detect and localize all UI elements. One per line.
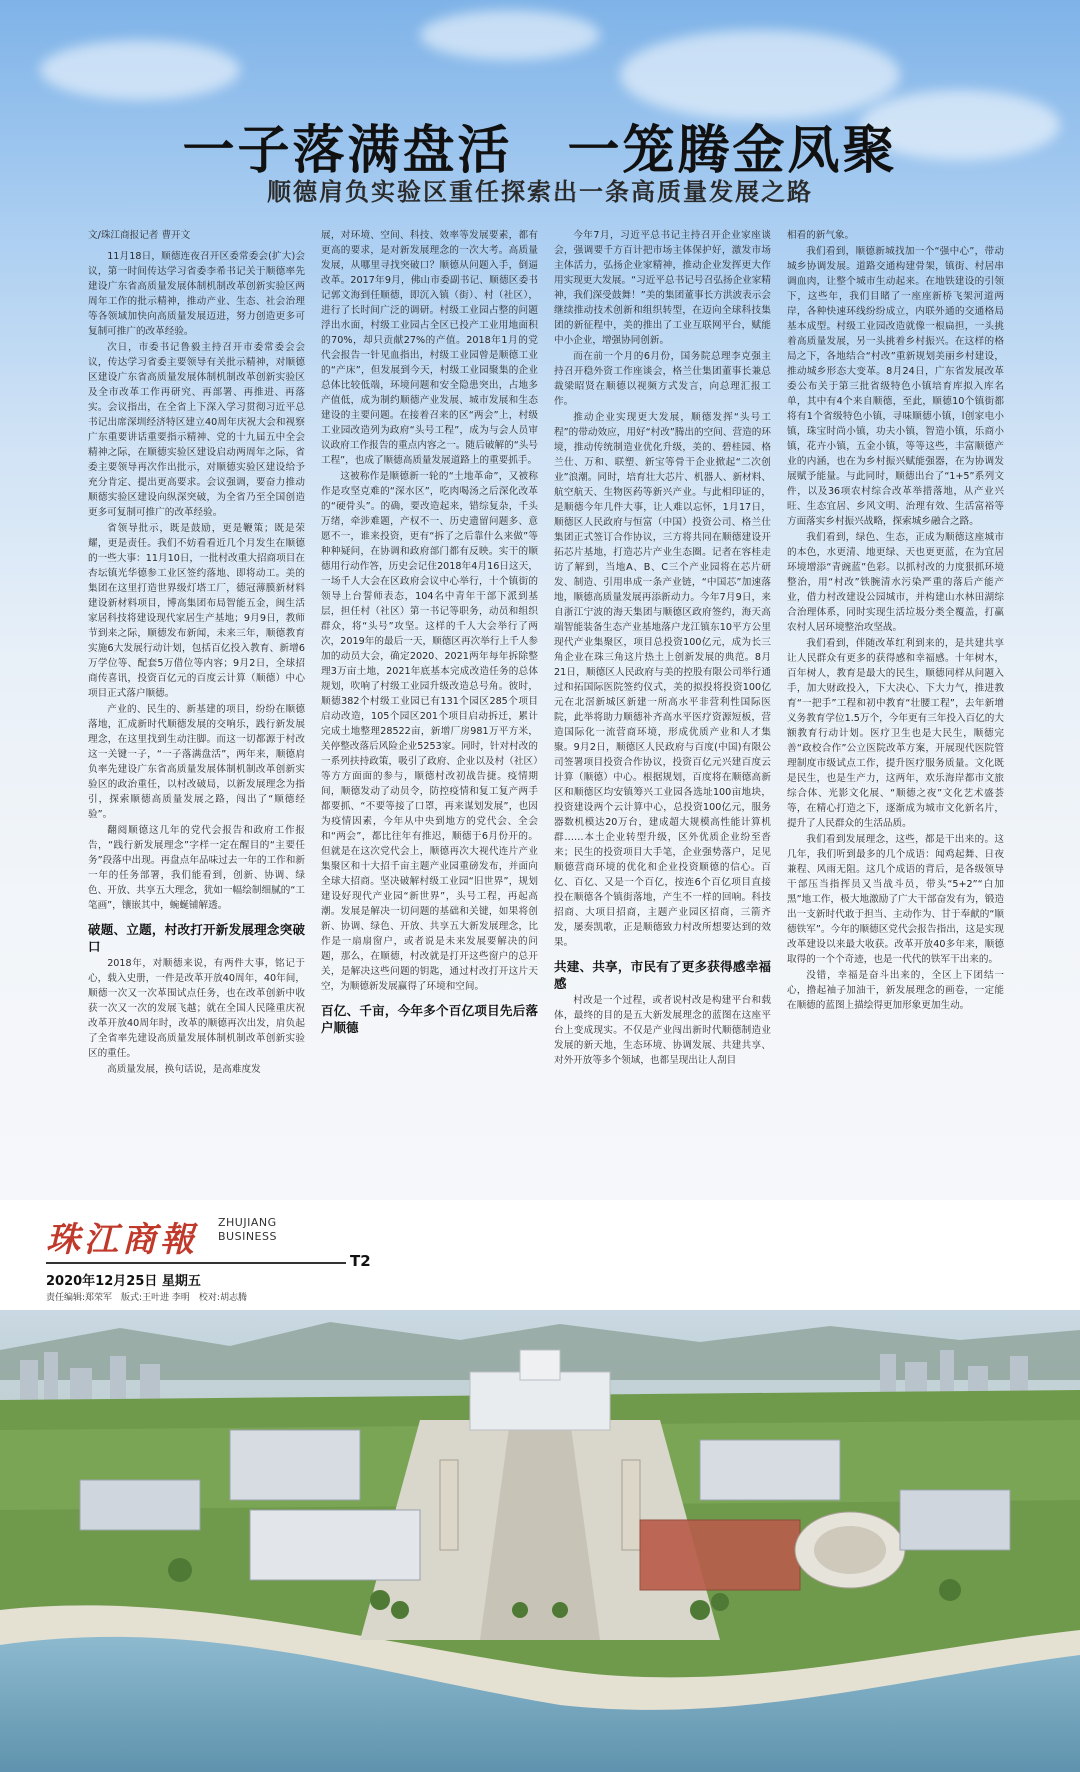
paragraph: 省领导批示，既是鼓励，更是鞭策；既是荣耀，更是责任。我们不妨看看近几个月发生在顺德的一些大事：11月10日，一批村改重大招商项目在杏坛镇光华德参工业区签约落地、即将动工。美的集团在这里打造世界级灯塔工厂，德冠薄膜新材料建设新材料项目，博高集团布局智能五金，闽生活家居科技将建设现代家居生产基地；9月9日，教师节到来之际，顺德发布新闻，未来三年，顺德教育实施6大发展行动计划，包括百亿投入教育、新增6万学位等、配套5万借位等内容；9月2日，全球招商传喜讯，投资百亿元的百度云计算（顺德）中心项目正式落户顺德。 [88, 523, 305, 699]
page-headline: 一子落满盘活 一笼腾金凤聚 [182, 120, 898, 181]
article-column-4 [787, 228, 1004, 1180]
paragraph: 次日，市委书记鲁毅主持召开市委常委会会议，传达学习省委主要领导有关批示精神，对顺德区建设广东省高质量发展体制机制改革创新实验区及全市改革工作再研究、再部署、再推进、再落实。会议指出，在全省上下深入学习贯彻习近平总书记出席深圳经济特区建立40周年庆祝大会和视察广东重要讲话重要指示精神、党的十九届五中全会精神之际，在顺德实验区建设启动两周年之际，省委主要领导再次作出批示，对顺德实验区建设给予充分肯定、提出更高要求。会议强调，要奋力推动顺德实验区建设向纵深突破，为全省乃至全国创造更多可复制可推广的改革经验。 [88, 342, 305, 518]
section-heading: 百亿、千亩，今年多个百亿项目先后落户顺德 [321, 1003, 538, 1035]
paragraph: 我们看到，伴随改革红利到来的，是共建共享让人民群众有更多的获得感和幸福感。十年树木，百年树人，教育是最大的民生，顺德同样从问题入手，加大财政投入，下大决心、下大力气，推进教育“一把手”工程和初中教育“壮腰工程”，去年新增义务教育学位1.5万个，今年更有三年投入百亿的大额教育行动计划。医疗卫生也是大民生，顺德完善“政校合作”公立医院改革方案，开展现代医院管理制度市级试点工作，提升医疗服务质量。文化既是民生，也是生产力，这两年，欢乐海岸都市文旅综合体、光影文化展、“顺德之夜”文化艺术盛荟等，在精心打造之下，逐渐成为城市文化新名片，提升了人民群众的生活品质。 [787, 638, 1004, 829]
logo-english-line: ZHUJIANG [218, 1216, 277, 1229]
paragraph: 今年7月，习近平总书记主持召开企业家座谈会，强调要千方百计把市场主体保护好，激发市场主体活力，弘扬企业家精神，推动企业发挥更大作用实现更大发展。“习近平总书记号召弘扬企业家精神，我们深受鼓舞！”美的集团董事长方洪波表示会继续推动技术创新和组织转型，在迈向全球科技集团的新征程中，美的推出了工业互联网平台，赋能中小企业，增强协同创新。 [554, 230, 771, 346]
paragraph: 这被称作是顺德新一轮的“土地革命”，又被称作是攻坚克难的“深水区”，吃肉喝汤之后深化改革的“硬骨头”。的确，要改造起来，错综复杂，千头万绪，牵涉难题，产权不一、历史遗留问题多、意愿不一，谁来投资，更有“拆了之后靠什么来做”等种种疑问，在协调和政府部门都有反映。实干的顺德用行动作答，历史会记住2018年4月16日这天，一场千人大会在区政府会议中心举行，十个镇街的领导上台誓师表态，104名中青年干部下派到基层，担任村（社区）第一书记等职务，动员和组织群众，将“头号”攻坚。这样的千人大会举行了两次，2019年的最后一天，顺德区再次举行上千人参加的动员大会，确定2020、2021两年每年拆除整理3万亩土地，2021年底基本完成改造任务的总体规划，吹响了村级工业园升级改造总号角。彼时，顺德382个村级工业园已有131个园区285个项目启动改造，105个园区201个项目启动拆迁，累计完成土地整理28522亩，新增厂房981万平方米，关停整改落后风险企业5253家。同时，针对村改的一系列扶持政策，吸引了政府、企业以及村（社区）等方方面面的参与，顺德村改初战告捷。疫情期间，顺德发动了动员令，防控疫情和复工复产两手都要抓、“不要等接了口罩，再来谋划发展”，也因为疫情因素，今年从中央到地方的党代会、全会和“两会”，都比往年有推迟，顺德于6月份开的。但就是在这次党代会上，顺德再次大视代连片产业集聚区和十大招千亩主题产业园重磅发布，并面向全球大招商。坚决破解村级工业园“旧世界”，规划建设好现代产业园“新世界”，头号工程，再起高潮。发展是解决一切问题的基础和关键，如果将创新、协调、绿色、开放、共享五大新发展理念，比作是一扇扇窗户，或者说是未来发展要解决的问题，那么，在顺德，村改就是打开这些窗户的总开关，是解决这些问题的钥匙，通过村改打开这片天空，为顺德新发展赢得了环境和空间。 [321, 471, 538, 992]
cloud [420, 10, 600, 60]
issue-date: 2020年12月25日 星期五 [46, 1274, 201, 1289]
paragraph: 11月18日，顺德连夜召开区委常委会(扩大)会议，第一时间传达学习省委李希书记关于顺德率先建设广东省高质量发展体制机制改革创新实验区两周年工作的批示精神，推动产业、生态、社会治理等各领域加快向高质量发展迈进，努力创造更多可复制可推广的改革经验。 [88, 251, 305, 337]
aerial-city-photo [0, 1310, 1080, 1772]
page-subheadline: 顺德肩负实验区重任探索出一条高质量发展之路 [267, 178, 813, 206]
paragraph: 我们看到，绿色、生态，正成为顺德这座城市的本色，水更清、地更绿、天也更更蓝，在为宜居环境增添“青豌蓝”色彩。以抓村改的力度狠抓环境整治，用“村改”铁腕清水污染严重的落后产能产业，借力村改建设公园城市，并构建山水林田湖综合治理体系，同时实现生活垃圾分类全覆盖，打赢农村人居环境整治攻坚战。 [787, 532, 1004, 633]
logo-english-line: BUSINESS [218, 1230, 277, 1243]
masthead-rule [46, 1262, 346, 1264]
newspaper-logo: 珠江商報 [46, 1220, 198, 1260]
paragraph: 推动企业实现更大发展，顺德发挥“头号工程”的带动效应，用好“村改”腾出的空间、营造的环境，推动传统制造业优化升级，美的、碧桂园、格兰仕、万和、联塑、新宝等骨干企业掀起“二次创业”浪潮。同时，培育壮大芯片、机器人、新材料、航空航天、生物医药等新兴产业。与此相印证的，是顺德今年几件大事，让人难以忘怀，1月17日，顺德区人民政府与恒富（中国）投资公司、格兰仕集团正式签订合作协议，三方将共同在顺德建设开拓芯片基地，打造芯片产业生态圈。记者在容桂走访了解到，当地A、B、C三个产业园将在芯片研发、制造、引用串成一条产业链，“中国芯”加速落地，顺德高质量发展再添新动力。今年7月9日，来自浙江宁波的海天集团与顺德区政府签约，海天高端智能装备生态产业基地落户龙江镇东10平方公里现代产业集聚区，项目总投资100亿元，成为长三角企业在珠三角这片热土上创新发展的典范。8月21日，顺德区人民政府与美的控股有限公司举行通过和拓国际医院签约仪式，美的拟投将投资100亿元在北滘新城区新建一所高水平非营利性国际医院，此举将助力顺德补齐高水平医疗资源短板，营造国际化一流营商环境，形成优质产业和人才集聚。9月2日，顺德区人民政府与百度(中国)有限公司签署项目投资合作协议，投资百亿元兴建百度云计算（顺德）中心。根据规划，百度将在顺德高新区和顺德区均安镇筹兴工业园各选址100亩地块，投资建设两个云计算中心，总投资100亿元，服务器数机模达20万台，建成超大规模高性能计算机群……本土企业转型升级，区外优质企业纷至沓来；民生的投资项目大手笔，企业强势落户，足见顺德营商环境的优化和企业投资顺德的信心。百亿、百亿、又是一个百亿，按连6个百亿项目直接投在顺德各个镇街落地，产生不一样的回响。科技招商、大项目招商，主题产业园区招商，三箭齐发，屡奏凯歌，正是顺德致力村改所想要达到的效果。 [554, 412, 771, 948]
section-heading: 共建、共享，市民有了更多获得感幸福感 [554, 959, 771, 991]
masthead [46, 1212, 406, 1302]
aerial-city-illustration [0, 1310, 1080, 1772]
page-number: T2 [350, 1252, 371, 1270]
paragraph: 翻阅顺德这几年的党代会报告和政府工作报告，“践行新发展理念”字样一定在醒目的“主要任务”段落中出现。再盘点年品味过去一年的工作和新一年的任务部署，我们能看到，创新、协调、绿色、开放、共享五大理念，犹如一幅绘制细腻的“工笔画”，镶嵌其中，蜿蜒铺解透。 [88, 825, 305, 911]
paragraph: 我们看到，顺德新城找加一个“强中心”，带动城乡协调发展。道路交通构建骨架，镇街、村居串调血肉，让整个城市生动起来。在地铁建设的引领下，这些年，我们目睹了一座座新桥飞架河道两岸，各种快速环线纷纷成立，内联外通的交通格局基本成型。村级工业园改造就像一根扁担，一头挑着高质量发展，另一头挑着乡村振兴。在这样的格局之下，各地结合“村改”重新规划美丽乡村建设，推动城乡形态大变革。8月24日，广东省发展改革委公布关于第三批省级特色小镇培育库拟入库名单，其中有4个来自顺德，至此，顺德10个镇街都将有1个省级特色小镇，寻味顺德小镇，l创家电小镇，珠宝时尚小镇，功夫小镇，智造小镇，乐商小镇，花卉小镇，五金小镇，等等这些，丰富顺德产业的内涵，也在为乡村振兴赋能强器，在为协调发展赋予能量。与此同时，顺德出台了“1+5”系列文件，以及36项农村综合改革举措落地，从产业兴旺、生态宜居、乡风文明、治理有效、生活富裕等方面落实乡村振兴战略，探索城乡融合之路。 [787, 246, 1004, 527]
paragraph: 展，对环境、空间、科技、效率等发展要素，都有更高的要求，是对新发展理念的一次大考。高质量发展，从哪里寻找突破口？顺德从问题入手，倒逼改革。2017年9月，佛山市委副书记、顺德区委书记郭文海到任顺德，即沉入镇（街）、村（社区），进行了长时间广泛的调研。村级工业园占整的问题浮出水面，村级工业园占全区已投产工业用地面积的70%，却只贡献27%的产值。2018年1月的党代会报告一针见血指出，村级工业园曾是顺德工业的“产床”，但发展到今天，村级工业园聚集的企业总体比较低端，环境问题和安全隐患突出，占地多产值低，成为制约顺德产业发展、城市发展和生态建设的主要问题。在接着召来的区“两会”上，村级工业园改造列为政府“头号工程”，成为与会人员审议政府工作报告的重点内容之一。随后破解的“头号工程”，也成了顺德高质量发展道路上的重要抓手。 [321, 230, 538, 466]
paragraph: 相看的新气象。 [787, 230, 855, 241]
cloud [40, 40, 240, 100]
paragraph: 2018年，对顺德来说，有两件大事，铭记于心，载入史册，一件是改革开放40周年，40年间，顺德一次又一次革围试点任务，也在改革创新中收获一次又一次的发展飞越；就在全国人民隆重庆祝改革开放40周年时，改革的顺德再次出发，肩负起了全省率先建设高质量发展体制机制改革创新实验区的重任。 [88, 958, 305, 1059]
byline: 文/珠江商报记者 曹开文 [88, 230, 191, 241]
paragraph: 而在前一个月的6月份，国务院总理李克强主持召开稳外资工作座谈会，格兰仕集团董事长兼总裁梁昭贤在顺德以视频方式发言，向总理汇报工作。 [554, 351, 771, 407]
article-column-1 [88, 228, 305, 1180]
article-column-2 [321, 228, 538, 1180]
article-body [88, 228, 1004, 1180]
cloud [620, 30, 900, 120]
paragraph: 没错，幸福是奋斗出来的，全区上下团结一心，撸起袖子加油干，新发展理念的画卷，一定能在顺德的蓝图上描绘得更加形象更加生动。 [787, 970, 1004, 1011]
paragraph: 产业的、民生的、新基建的项目，纷纷在顺德落地，汇成新时代顺德发展的交响乐，践行新发展理念，在这里找到生动注脚。而这一切都源于村改这一关键一子，“一子落满盘活”，两年来，顺德肩负率先建设广东省高质量发展体制机制改革创新实验区的政治重任，以村改破局，以新发展理念为指引，探索顺德高质量发展之路，闯出了“顺德经验”。 [88, 704, 305, 820]
paragraph: 高质量发展，换句话说，是高难度发 [107, 1064, 261, 1075]
paragraph: 村改是一个过程，或者说村改是构建平台和载体，最终的目的是五大新发展理念的蓝图在这座平台上变成现实。不仅是产业闯出新时代顺德制造业发展的新天地，生态环境、协调发展、共建共享、对外开放等多个领域，也都呈现出让人刮目 [554, 995, 771, 1066]
section-heading: 破题、立题，村改打开新发展理念突破口 [88, 922, 305, 954]
newspaper-logo-english [218, 1216, 277, 1244]
editor-credits: 责任编辑:郑荣军 版式:王叶进 李明 校对:胡志腾 [46, 1293, 247, 1303]
paragraph: 我们看到发展理念，这些，都是干出来的。这几年，我们听到最多的几个成语：闻鸡起舞、日夜兼程、风雨无阻。这几个成语的背后，是各级领导干部压当指挥员又当战斗员，带头“5+2”“白加黑”地工作，极大地激励了广大干部奋发有为，锻造出一支新时代敢于担当、主动作为、甘于奉献的“顺德铁军”。今年的顺德区党代会报告指出，这是实现改革建设以来最大收获。改革开放40多年来，顺德取得的一个个奇迹，也是一代代的铁军干出来的。 [787, 834, 1004, 965]
article-column-3 [554, 228, 771, 1180]
